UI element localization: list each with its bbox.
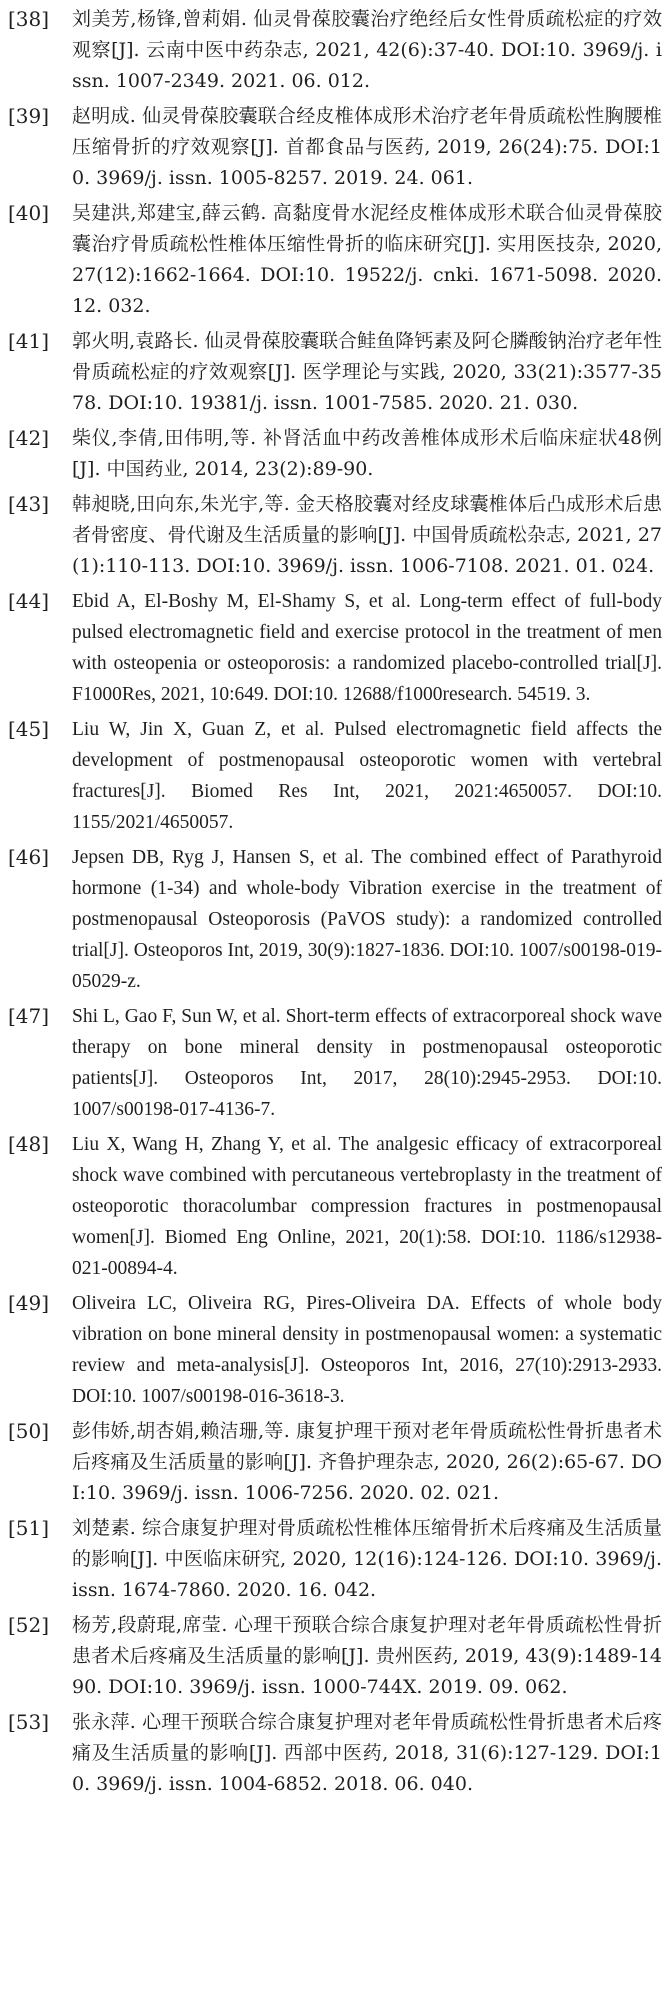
reference-entry xyxy=(0,842,668,997)
reference-number: [40] xyxy=(8,201,50,225)
reference-entry xyxy=(0,4,668,97)
reference-number: [45] xyxy=(8,717,50,741)
reference-entry xyxy=(0,714,668,838)
reference-entry xyxy=(0,326,668,419)
reference-entry xyxy=(0,423,668,485)
reference-list xyxy=(0,4,668,1804)
reference-number: [49] xyxy=(8,1291,50,1315)
reference-entry xyxy=(0,1513,668,1606)
reference-entry xyxy=(0,1129,668,1284)
reference-number: [42] xyxy=(8,426,50,450)
reference-text: 彭伟娇,胡杏娟,赖洁珊,等. 康复护理干预对老年骨质疏松性骨折患者术后疼痛及生活质量的影响[J]. 齐鲁护理杂志, 2020, 26(2):65-67. DOI:10. 3969/j. issn. 1006-7256. 2020. 02. 021. xyxy=(72,1420,662,1504)
reference-text: Liu W, Jin X, Guan Z, et al. Pulsed electromagnetic field affects the development of postmenopausal osteoporotic women with vertebral fractures[J]. Biomed Res Int, 2021, 2021:4650057. DOI:10. 1155/2021/4650057. xyxy=(72,719,662,833)
reference-number: [48] xyxy=(8,1132,50,1156)
reference-number: [46] xyxy=(8,845,50,869)
reference-number: [51] xyxy=(8,1516,50,1540)
reference-entry xyxy=(0,1001,668,1125)
reference-text: 郭火明,袁路长. 仙灵骨葆胶囊联合鲑鱼降钙素及阿仑膦酸钠治疗老年性骨质疏松症的疗效观察[J]. 医学理论与实践, 2020, 33(21):3577-3578. DOI:10. 19381/j. issn. 1001-7585. 2020. 21. 030. xyxy=(72,330,662,414)
reference-entry xyxy=(0,101,668,194)
reference-text: Ebid A, El-Boshy M, El-Shamy S, et al. Long-term effect of full-body pulsed electromagnetic field and exercise protocol in the treatment of men with osteopenia or osteoporosis: a randomized placebo-controlled trial[J]. F1000Res, 2021, 10:649. DOI:10. 12688/f1000research. 54519. 3. xyxy=(72,591,662,705)
reference-entry xyxy=(0,489,668,582)
reference-text: 刘美芳,杨锋,曾莉娟. 仙灵骨葆胶囊治疗绝经后女性骨质疏松症的疗效观察[J]. 云南中医中药杂志, 2021, 42(6):37-40. DOI:10. 3969/j. issn. 1007-2349. 2021. 06. 012. xyxy=(72,8,662,92)
reference-entry xyxy=(0,1610,668,1703)
reference-number: [39] xyxy=(8,104,50,128)
reference-number: [44] xyxy=(8,589,50,613)
reference-text: Oliveira LC, Oliveira RG, Pires-Oliveira DA. Effects of whole body vibration on bone mineral density in postmenopausal women: a systematic review and meta-analysis[J]. Osteoporos Int, 2016, 27(10):2913-2933. DOI:10. 1007/s00198-016-3618-3. xyxy=(72,1293,662,1407)
reference-number: [52] xyxy=(8,1613,50,1637)
reference-number: [53] xyxy=(8,1710,50,1734)
reference-text: 张永萍. 心理干预联合综合康复护理对老年骨质疏松性骨折患者术后疼痛及生活质量的影响[J]. 西部中医药, 2018, 31(6):127-129. DOI:10. 3969/j. issn. 1004-6852. 2018. 06. 040. xyxy=(72,1711,662,1795)
reference-number: [41] xyxy=(8,329,50,353)
reference-entry xyxy=(0,1288,668,1412)
reference-text: 韩昶晓,田向东,朱光宇,等. 金天格胶囊对经皮球囊椎体后凸成形术后患者骨密度、骨代谢及生活质量的影响[J]. 中国骨质疏松杂志, 2021, 27(1):110-113. DOI:10. 3969/j. issn. 1006-7108. 2021. 01. 024. xyxy=(72,493,662,577)
reference-entry xyxy=(0,1707,668,1800)
reference-entry xyxy=(0,198,668,322)
reference-number: [38] xyxy=(8,7,50,31)
reference-text: 赵明成. 仙灵骨葆胶囊联合经皮椎体成形术治疗老年骨质疏松性胸腰椎压缩骨折的疗效观察[J]. 首都食品与医药, 2019, 26(24):75. DOI:10. 3969/j. issn. 1005-8257. 2019. 24. 061. xyxy=(72,105,662,189)
reference-number: [43] xyxy=(8,492,50,516)
reference-text: 柴仪,李倩,田伟明,等. 补肾活血中药改善椎体成形术后临床症状48例[J]. 中国药业, 2014, 23(2):89-90. xyxy=(72,427,662,480)
reference-text: 杨芳,段蔚琨,席莹. 心理干预联合综合康复护理对老年骨质疏松性骨折患者术后疼痛及生活质量的影响[J]. 贵州医药, 2019, 43(9):1489-1490. DOI:10. 3969/j. issn. 1000-744X. 2019. 09. 062. xyxy=(72,1614,662,1698)
reference-number: [47] xyxy=(8,1004,50,1028)
reference-text: 吴建洪,郑建宝,薛云鹤. 高黏度骨水泥经皮椎体成形术联合仙灵骨葆胶囊治疗骨质疏松性椎体压缩性骨折的临床研究[J]. 实用医技杂, 2020, 27(12):1662-1664. DOI:10. 19522/j. cnki. 1671-5098. 2020. 12. 032. xyxy=(72,202,662,317)
reference-text: Shi L, Gao F, Sun W, et al. Short-term effects of extracorporeal shock wave therapy on bone mineral density in postmenopausal osteoporotic patients[J]. Osteoporos Int, 2017, 28(10):2945-2953. DOI:10. 1007/s00198-017-4136-7. xyxy=(72,1006,662,1120)
reference-entry xyxy=(0,586,668,710)
reference-entry xyxy=(0,1416,668,1509)
reference-text: Liu X, Wang H, Zhang Y, et al. The analgesic efficacy of extracorporeal shock wave combined with percutaneous vertebroplasty in the treatment of osteoporotic thoracolumbar compression fractures in postmenopausal women[J]. Biomed Eng Online, 2021, 20(1):58. DOI:10. 1186/s12938-021-00894-4. xyxy=(72,1134,662,1279)
reference-text: 刘楚素. 综合康复护理对骨质疏松性椎体压缩骨折术后疼痛及生活质量的影响[J]. 中医临床研究, 2020, 12(16):124-126. DOI:10. 3969/j. issn. 1674-7860. 2020. 16. 042. xyxy=(72,1517,662,1601)
reference-text: Jepsen DB, Ryg J, Hansen S, et al. The combined effect of Parathyroid hormone (1-34) and whole-body Vibration exercise in the treatment of postmenopausal Osteoporosis (PaVOS study): a randomized controlled trial[J]. Osteoporos Int, 2019, 30(9):1827-1836. DOI:10. 1007/s00198-019-05029-z. xyxy=(72,847,662,992)
reference-number: [50] xyxy=(8,1419,50,1443)
